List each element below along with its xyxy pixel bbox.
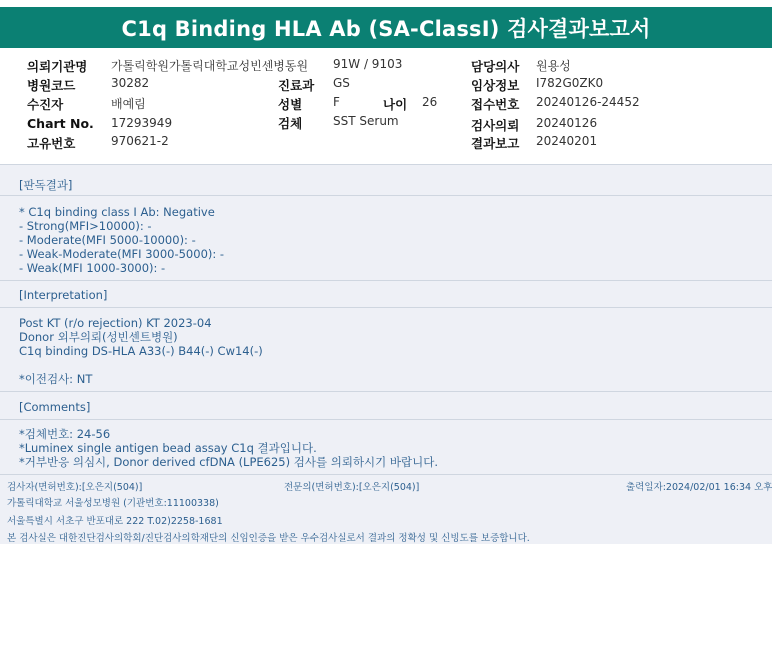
- specialist-info: 전문의(면허번호):[오은지(504)]: [284, 482, 420, 493]
- interpretation-line: Donor 외부의뢰(성빈센트병원): [19, 330, 178, 344]
- dept-label: 진료과: [278, 78, 315, 93]
- previous-test: *이전검사: NT: [19, 372, 93, 386]
- age-value: 26: [422, 95, 438, 109]
- divider: [0, 280, 772, 281]
- age-label: 나이: [383, 97, 408, 112]
- comment-line: *Luminex single antigen bead assay C1q 결과입니다.: [19, 441, 317, 455]
- specimen-label: 검체: [278, 116, 303, 131]
- judgment-line: - Moderate(MFI 5000-10000): -: [19, 233, 196, 247]
- receipt-no-label: 접수번호: [471, 97, 520, 112]
- certification-note: 본 검사실은 대한진단검사의학회/진단검사의학재단의 신임인증을 받은 우수검사실로서 결과의 정확성 및 신빙도를 보증합니다.: [7, 533, 530, 544]
- comment-line: *거부반응 의심시, Donor derived cfDNA (LPE625) 검사를 의뢰하시기 바랍니다.: [19, 455, 439, 469]
- request-value: 20240126: [536, 116, 598, 130]
- doctor-label: 담당의사: [471, 59, 520, 74]
- interpretation-line: C1q binding DS-HLA A33(-) B44(-) Cw14(-): [19, 344, 263, 358]
- doctor-value: 원용성: [536, 59, 571, 73]
- recipient-value: 배예림: [111, 97, 146, 111]
- clinical-info-label: 임상정보: [471, 78, 520, 93]
- report-title: C1q Binding HLA Ab (SA-ClassI) 검사결과보고서: [0, 7, 772, 48]
- receipt-no-value: 20240126-24452: [536, 95, 640, 109]
- comments-title: [Comments]: [19, 400, 91, 414]
- comment-line: *검체번호: 24-56: [19, 427, 111, 441]
- report-body: [0, 164, 772, 544]
- divider: [0, 195, 772, 196]
- divider: [0, 391, 772, 392]
- chart-no-label: Chart No.: [27, 116, 94, 131]
- divider: [0, 307, 772, 308]
- divider: [0, 164, 772, 165]
- hospital-name: 가톨릭대학교 서울성모병원 (기관번호:11100338): [7, 498, 219, 509]
- hospital-address: 서울특별시 서초구 반포대로 222 T.02)2258-1681: [7, 516, 223, 527]
- sex-value: F: [333, 95, 340, 109]
- interpretation-title: [Interpretation]: [19, 288, 108, 302]
- result-report-label: 결과보고: [471, 136, 520, 151]
- print-date: 출력일자:2024/02/01 16:34 오후: [626, 482, 772, 493]
- unique-no-label: 고유번호: [27, 136, 76, 151]
- recipient-label: 수진자: [27, 97, 64, 112]
- clinical-info-value: I782G0ZK0: [536, 76, 604, 90]
- divider: [0, 419, 772, 420]
- interpretation-line: Post KT (r/o rejection) KT 2023-04: [19, 316, 212, 330]
- judgment-line: - Weak(MFI 1000-3000): -: [19, 261, 166, 275]
- judgment-line: * C1q binding class I Ab: Negative: [19, 205, 215, 219]
- judgment-line: - Strong(MFI>10000): -: [19, 219, 152, 233]
- specimen-value: SST Serum: [333, 114, 399, 128]
- judgment-line: - Weak-Moderate(MFI 3000-5000): -: [19, 247, 225, 261]
- chart-no-value: 17293949: [111, 116, 173, 130]
- judgment-title: [판독결과]: [19, 178, 73, 192]
- result-report-value: 20240201: [536, 134, 598, 148]
- ward-value: 91W / 9103: [333, 57, 403, 71]
- divider: [0, 474, 772, 475]
- top-border: [0, 0, 772, 6]
- sex-label: 성별: [278, 97, 303, 112]
- hospital-code-label: 병원코드: [27, 78, 76, 93]
- institution-value: 가톨릭학원가톨릭대학교성빈센병동원: [111, 59, 309, 73]
- dept-value: GS: [333, 76, 350, 90]
- patient-info-panel: [0, 48, 772, 164]
- unique-no-value: 970621-2: [111, 134, 169, 148]
- hospital-code-value: 30282: [111, 76, 150, 90]
- request-label: 검사의뢰: [471, 118, 520, 133]
- tester-info: 검사자(면허번호):[오은지(504)]: [7, 482, 143, 493]
- institution-label: 의뢰기관명: [27, 59, 88, 74]
